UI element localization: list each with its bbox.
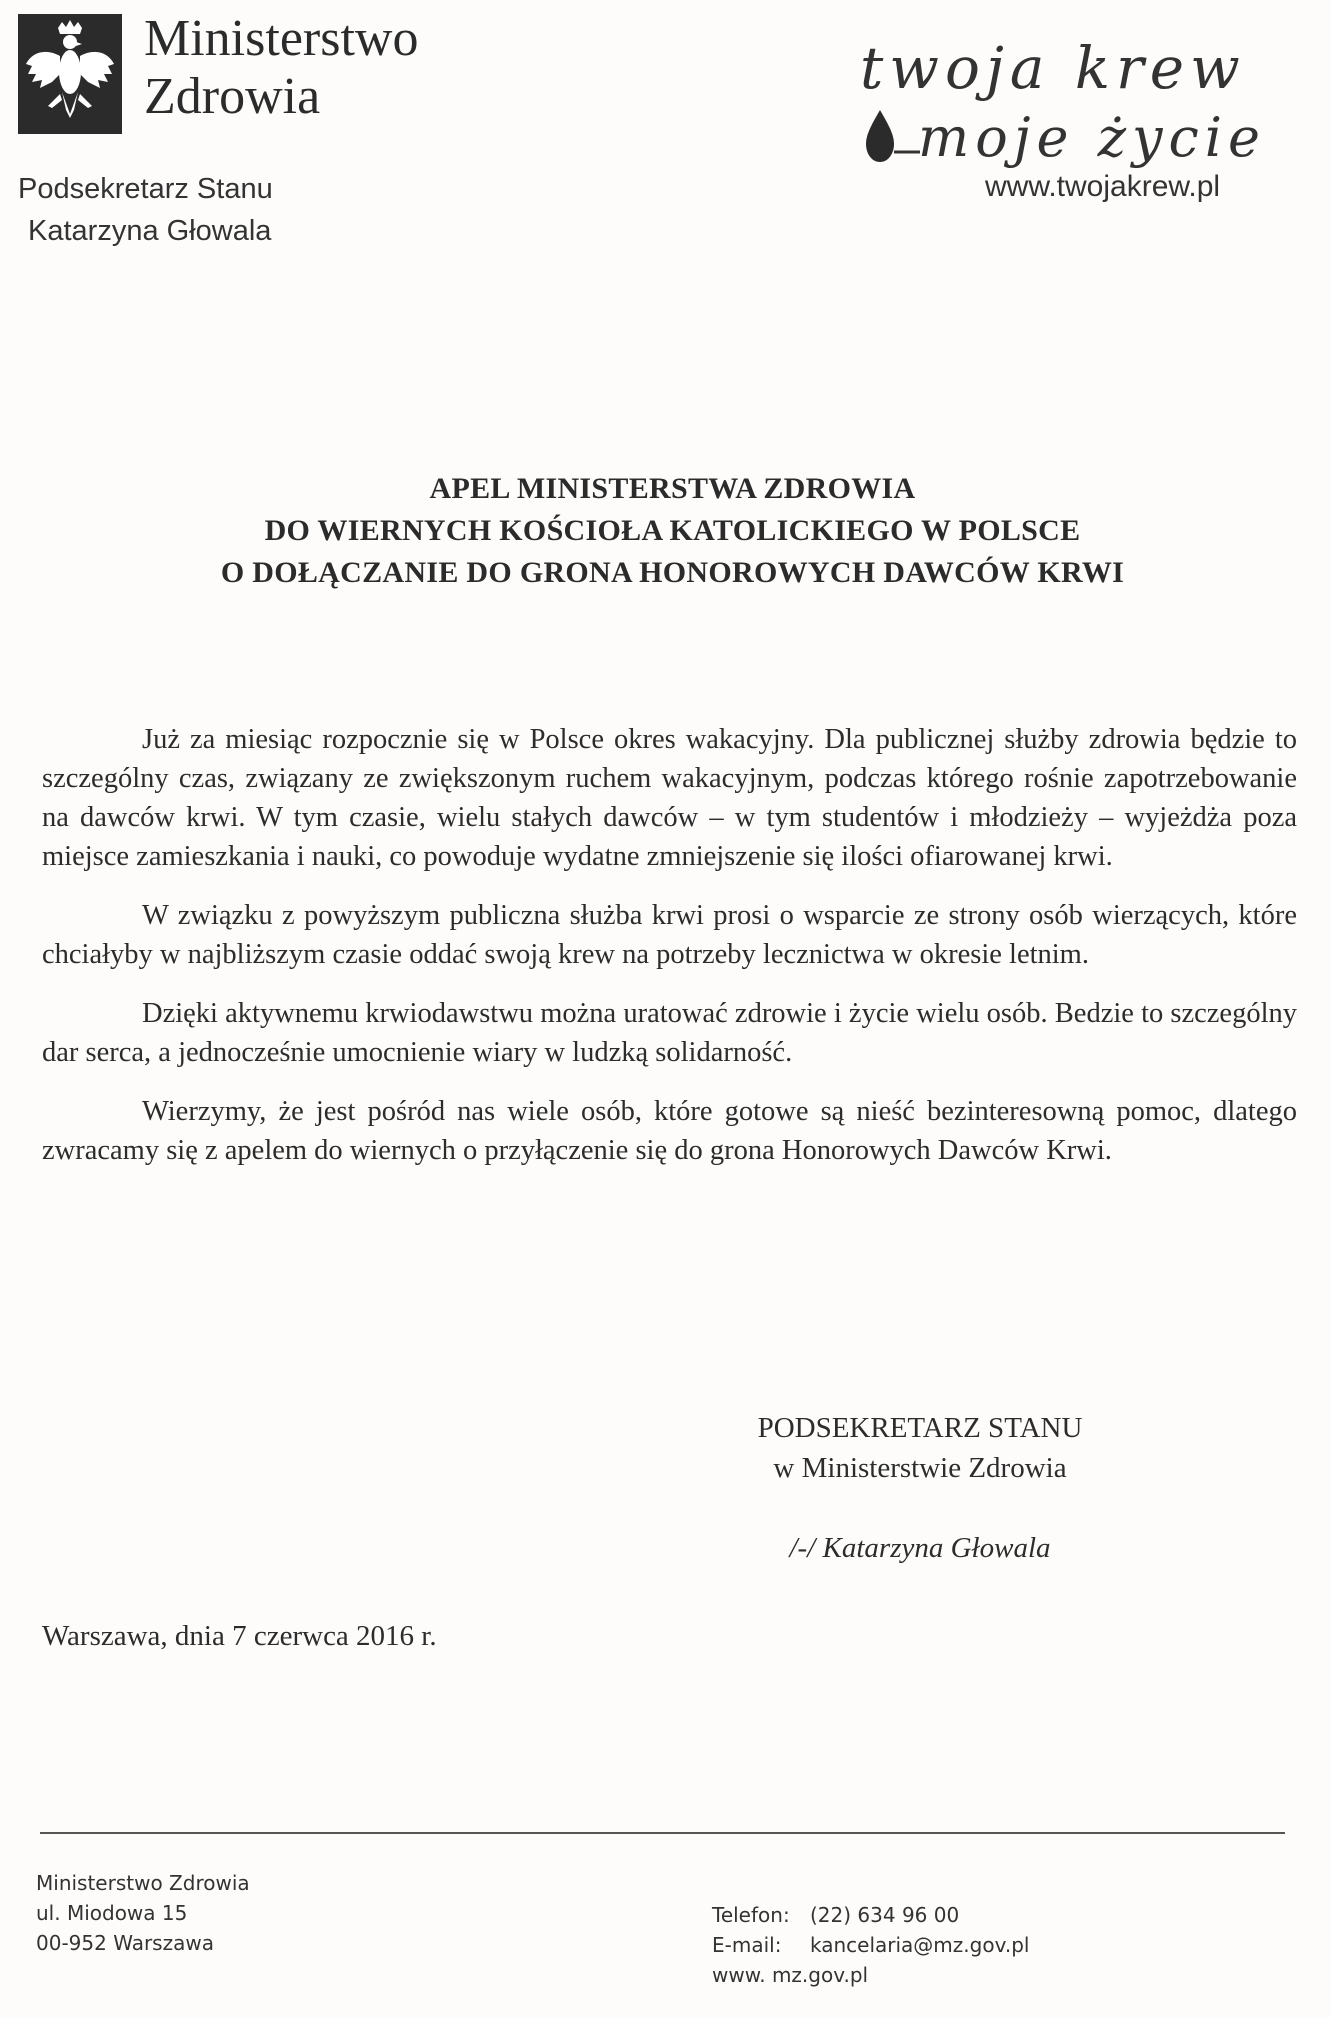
eagle-icon [18,14,122,134]
ministry-name [144,10,418,126]
official-block [18,168,273,252]
title-line1: APEL MINISTERSTWA ZDROWIA [429,472,916,505]
footer-phone: (22) 634 96 00 [810,1903,960,1927]
appeal-title [0,468,1330,594]
appeal-body [42,720,1297,1190]
body-paragraph: Dzięki aktywnemu krwiodawstwu można uratować zdrowie i życie wielu osób. Bedzie to szczególny dar serca, a jednocześnie umocnienie wiary w ludzką solidarność. [42,998,1297,1068]
signature-signer: /-/ Katarzyna Głowala [789,1532,1051,1564]
polish-eagle-emblem [18,14,122,134]
footer-phone-label: Telefon: [712,1903,790,1927]
signature-block [700,1408,1140,1568]
campaign-slogan-line2: moje życie [918,106,1267,169]
title-line2: DO WIERNYCH KOŚCIOŁA KATOLICKIEGO W POLSCE [264,514,1081,547]
footer-divider [40,1832,1285,1834]
footer-web-row [712,1960,1029,1990]
footer-contact [712,1900,1029,1990]
title-line3: O DOŁĄCZANIE DO GRONA HONOROWYCH DAWCÓW KRWI [220,556,1125,589]
footer-email-label: E-mail: [712,1933,782,1957]
body-paragraph: W związku z powyższym publiczna służba krwi prosi o wsparcie ze strony osób wierzących, które chciałyby w najbliższym czasie oddać swoją krew na potrzeby lecznictwa w okresie letnim. [42,900,1297,970]
official-name: Katarzyna Głowala [28,215,272,247]
ministry-name-line2: Zdrowia [144,68,321,125]
signature-institution: w Ministerstwie Zdrowia [773,1452,1067,1484]
body-paragraph: Wierzymy, że jest pośród nas wiele osób, które gotowe są nieść bezinteresowną pomoc, dlatego zwracamy się z apelem do wiernych o przyłączenie się do grona Honorowych Dawców Krwi. [42,1096,1297,1166]
official-title: Podsekretarz Stanu [18,173,273,205]
footer-address-city: 00-952 Warszawa [36,1931,214,1955]
signature-title: PODSEKRETARZ STANU [757,1412,1083,1444]
footer-phone-row [712,1900,1029,1930]
body-paragraph: Już za miesiąc rozpocznie się w Polsce okres wakacyjny. Dla publicznej służby zdrowia będzie to szczególny czas, związany ze zwiększonym ruchem wakacyjnym, podczas którego rośnie zapotrzebowanie na dawców krwi. W tym czasie, wielu stałych dawców – w tym studentów i młodzieży – wyjeżdża poza miejsce zamieszkania i nauki, co powoduje wydatne zmniejszenie się ilości ofiarowanej krwi. [42,724,1297,872]
blood-drop-icon [866,110,894,162]
campaign-url: www.twojakrew.pl [985,170,1221,203]
footer-address-street: ul. Miodowa 15 [36,1901,188,1925]
footer-address-name: Ministerstwo Zdrowia [36,1871,250,1895]
footer-address [36,1868,250,1958]
footer-web[interactable]: www. mz.gov.pl [712,1963,869,1987]
ministry-name-line1: Ministerstwo [144,10,419,67]
campaign-slogan-line1: twoja krew [860,34,1246,102]
campaign-logo [860,30,1330,170]
footer-email-row [712,1930,1029,1960]
footer-email[interactable]: kancelaria@mz.gov.pl [810,1933,1030,1957]
document-date: Warszawa, dnia 7 czerwca 2016 r. [42,1620,437,1652]
